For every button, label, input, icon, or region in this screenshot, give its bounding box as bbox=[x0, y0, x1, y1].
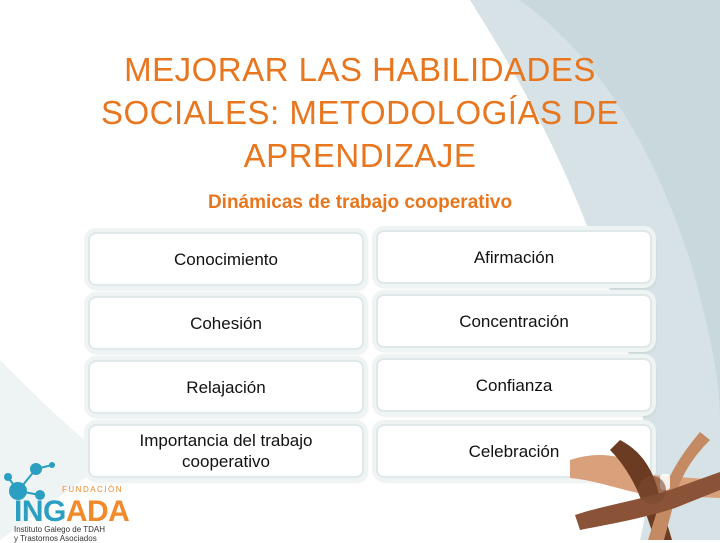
logo-line-2: y Trastornos Asociados bbox=[14, 534, 97, 543]
card-concentracion: Concentración bbox=[376, 294, 652, 348]
logo-brand-part1: ING bbox=[14, 495, 66, 528]
logo-line-1: Instituto Galego de TDAH bbox=[14, 525, 106, 534]
slide-subtitle: Dinámicas de trabajo cooperativo bbox=[207, 192, 513, 213]
title-line-3: APRENDIZAJE bbox=[243, 137, 477, 174]
title-line-2: SOCIALES: METODOLOGÍAS DE bbox=[100, 94, 620, 131]
card-cohesion: Cohesión bbox=[88, 296, 364, 350]
logo-brand bbox=[14, 497, 129, 527]
card-conocimiento: Conocimiento bbox=[88, 232, 364, 286]
card-afirmacion: Afirmación bbox=[376, 230, 652, 284]
card-confianza: Confianza bbox=[376, 358, 652, 412]
logo-brand-part2: ADA bbox=[65, 495, 130, 528]
slide-title bbox=[40, 48, 680, 177]
joined-hands-image bbox=[560, 420, 720, 540]
logo-small-text: FUNDACIÓN bbox=[62, 485, 124, 494]
card-celebracion: Celebración bbox=[376, 424, 652, 478]
fundacion-ingada-logo bbox=[0, 455, 160, 543]
card-relajacion: Relajación bbox=[88, 360, 364, 414]
title-line-1: MEJORAR LAS HABILIDADES bbox=[124, 51, 596, 88]
card-importancia: Importancia del trabajo cooperativo bbox=[88, 424, 364, 478]
